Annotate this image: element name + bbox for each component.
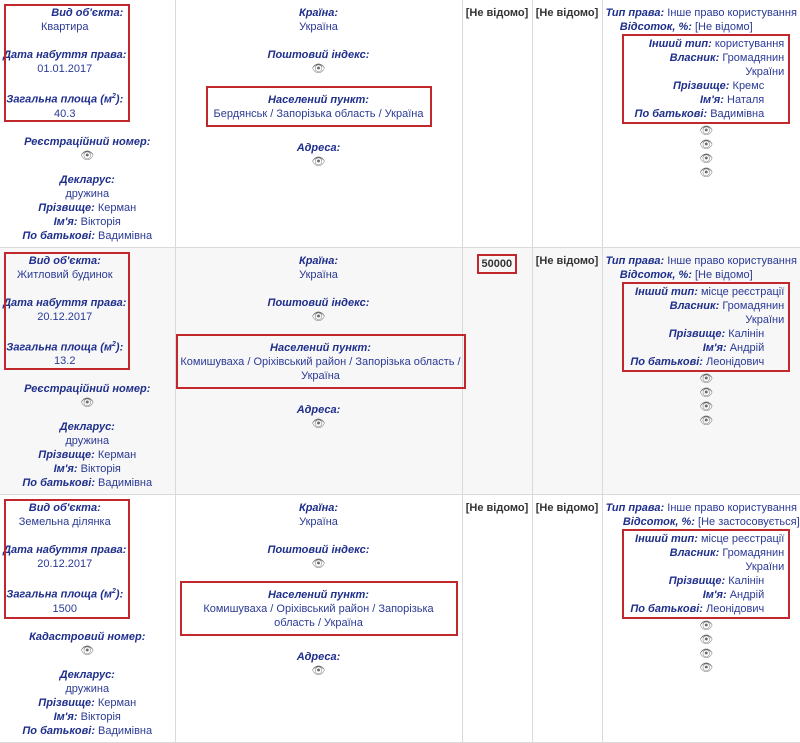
date-value: 01.01.2017 xyxy=(0,62,130,76)
cost-value: [Не відомо] xyxy=(463,495,532,515)
reg-number-label: Реєстраційний номер: xyxy=(0,135,175,149)
object-cell xyxy=(0,495,175,743)
eye-icon[interactable]: 👁 xyxy=(312,664,326,678)
area-value: 13.2 xyxy=(0,354,130,368)
locality-value: Комишуваха / Оріхівський район / Запорізька область / Україна xyxy=(184,602,454,630)
eye-icon[interactable]: 👁 xyxy=(613,138,800,152)
eye-icon[interactable]: 👁 xyxy=(613,372,800,386)
object-cell xyxy=(0,0,175,247)
surname-label: Прізвище: xyxy=(38,202,94,214)
declarant-value: дружина xyxy=(0,187,175,201)
value-cell xyxy=(532,495,602,743)
p-surname-label: Прізвище: xyxy=(669,575,725,587)
rights-cell xyxy=(602,247,800,495)
eye-icon[interactable]: 👁 xyxy=(613,166,800,180)
country-label: Країна: xyxy=(176,501,462,515)
eye-icon[interactable]: 👁 xyxy=(312,557,326,571)
eye-icon[interactable]: 👁 xyxy=(613,414,800,428)
p-surname-value: Калінін xyxy=(728,328,764,340)
surname-label: Прізвище: xyxy=(38,449,94,461)
date-label: Дата набуття права: xyxy=(0,296,130,310)
area-label: Загальна площа $(м^2)$: xyxy=(0,338,130,355)
eye-icon[interactable]: 👁 xyxy=(613,661,800,675)
table-row xyxy=(0,0,800,247)
eye-icon[interactable]: 👁 xyxy=(80,149,94,163)
other-type-value: місце реєстрації xyxy=(701,286,784,298)
eye-icon[interactable]: 👁 xyxy=(613,124,800,138)
other-type-label: Інший тип: xyxy=(649,38,712,50)
value-value: [Не відомо] xyxy=(533,495,602,515)
owner-label: Власник: xyxy=(670,300,720,312)
other-type-label: Інший тип: xyxy=(635,533,698,545)
name-label: Ім'я: xyxy=(54,711,78,723)
highlight-box xyxy=(4,252,130,370)
right-type-label: Тип права: xyxy=(606,502,665,514)
owner-value: Громадянин України xyxy=(722,300,784,326)
patronymic-value: Вадимівна xyxy=(98,725,152,737)
object-cell xyxy=(0,247,175,495)
eye-icon[interactable]: 👁 xyxy=(613,647,800,661)
owner-value: Громадянин України xyxy=(722,52,784,78)
postcode-label: Поштовий індекс: xyxy=(176,296,462,310)
locality-label: Населений пункт: xyxy=(210,93,428,107)
date-value: 20.12.2017 xyxy=(0,310,130,324)
p-name-label: Ім'я: xyxy=(703,589,727,601)
p-name-label: Ім'я: xyxy=(703,342,727,354)
p-patronymic-value: Леонідович xyxy=(706,603,764,615)
postcode-label: Поштовий індекс: xyxy=(176,543,462,557)
address-label: Адреса: xyxy=(176,650,462,664)
area-label: Загальна площа $(м^2)$: xyxy=(0,90,130,107)
locality-label: Населений пункт: xyxy=(180,341,462,355)
object-type-label: Вид об'єкта: xyxy=(0,501,130,515)
p-surname-value: Кремс xyxy=(733,80,765,92)
share-value: [Не застосовується] xyxy=(698,516,800,528)
country-value: Україна xyxy=(176,515,462,529)
eye-icon[interactable]: 👁 xyxy=(613,619,800,633)
highlight-box xyxy=(180,581,458,636)
name-value: Вікторія xyxy=(81,711,121,723)
other-type-value: місце реєстрації xyxy=(701,533,784,545)
cost-value: 50000 xyxy=(477,254,518,274)
country-value: Україна xyxy=(176,20,462,34)
object-type-label: Вид об'єкта: xyxy=(0,6,175,20)
share-label: Відсоток, %: xyxy=(620,21,692,33)
declarant-label: Декларус: xyxy=(0,420,175,434)
eye-icon[interactable]: 👁 xyxy=(613,152,800,166)
surname-label: Прізвище: xyxy=(38,697,94,709)
object-type-label: Вид об'єкта: xyxy=(0,254,130,268)
cadastral-label: Кадастровий номер: xyxy=(0,630,175,644)
eye-icon[interactable]: 👁 xyxy=(80,396,94,410)
table-row xyxy=(0,495,800,743)
p-name-value: Андрій xyxy=(730,342,765,354)
surname-value: Керман xyxy=(98,697,136,709)
share-label: Відсоток, %: xyxy=(623,516,695,528)
right-type-label: Тип права: xyxy=(606,255,665,267)
share-value: [Не відомо] xyxy=(695,21,753,33)
value-cell xyxy=(532,0,602,247)
address-cell xyxy=(175,247,462,495)
date-value: 20.12.2017 xyxy=(0,557,130,571)
cost-value: [Не відомо] xyxy=(463,0,532,20)
surname-value: Керман xyxy=(98,449,136,461)
area-value: 1500 xyxy=(0,602,130,616)
country-label: Країна: xyxy=(176,254,462,268)
other-type-value: користування xyxy=(715,38,784,50)
right-type-label: Тип права: xyxy=(606,7,665,19)
value-value: [Не відомо] xyxy=(533,0,602,20)
eye-icon[interactable]: 👁 xyxy=(312,417,326,431)
value-cell xyxy=(532,247,602,495)
eye-icon[interactable]: 👁 xyxy=(613,633,800,647)
patronymic-value: Вадимівна xyxy=(98,477,152,489)
date-label: Дата набуття права: xyxy=(0,48,130,62)
right-type-value: Інше право користування xyxy=(667,502,797,514)
share-label: Відсоток, %: xyxy=(620,269,692,281)
p-patronymic-label: По батькові: xyxy=(630,603,703,615)
p-patronymic-value: Вадимівна xyxy=(710,108,764,120)
p-surname-value: Калінін xyxy=(728,575,764,587)
p-name-label: Ім'я: xyxy=(700,94,724,106)
country-value: Україна xyxy=(176,268,462,282)
surname-value: Керман xyxy=(98,202,136,214)
declarant-label: Декларус: xyxy=(0,668,175,682)
table-row xyxy=(0,247,800,495)
patronymic-label: По батькові: xyxy=(22,477,95,489)
object-type-value: Житловий будинок xyxy=(0,268,130,282)
eye-icon[interactable]: 👁 xyxy=(80,644,94,658)
address-label: Адреса: xyxy=(176,403,462,417)
p-surname-label: Прізвище: xyxy=(669,328,725,340)
eye-icon[interactable]: 👁 xyxy=(613,400,800,414)
highlight-box xyxy=(176,334,466,389)
value-value: [Не відомо] xyxy=(533,248,602,268)
reg-number-label: Реєстраційний номер: xyxy=(0,382,175,396)
locality-value: Комишуваха / Оріхівський район / Запорізька область / Україна xyxy=(180,355,462,383)
declarant-value: дружина xyxy=(0,682,175,696)
eye-icon[interactable]: 👁 xyxy=(613,386,800,400)
right-type-value: Інше право користування xyxy=(667,7,797,19)
owner-label: Власник: xyxy=(670,547,720,559)
p-name-value: Андрій xyxy=(730,589,765,601)
postcode-label: Поштовий індекс: xyxy=(176,48,462,62)
highlight-box xyxy=(4,499,130,619)
eye-icon[interactable]: 👁 xyxy=(312,155,326,169)
address-cell xyxy=(175,495,462,743)
highlight-box xyxy=(622,34,790,124)
object-type-value: Земельна ділянка xyxy=(0,515,130,529)
patronymic-value: Вадимівна xyxy=(98,230,152,242)
p-patronymic-label: По батькові: xyxy=(630,356,703,368)
p-patronymic-value: Леонідович xyxy=(706,356,764,368)
p-surname-label: Прізвище: xyxy=(673,80,729,92)
cost-cell xyxy=(462,0,532,247)
declarant-label: Декларус: xyxy=(0,173,175,187)
date-label: Дата набуття права: xyxy=(0,543,130,557)
object-type-value: Квартира xyxy=(0,20,130,34)
declarant-value: дружина xyxy=(0,434,175,448)
owner-value: Громадянин України xyxy=(722,547,784,573)
eye-icon[interactable]: 👁 xyxy=(312,62,326,76)
highlight-box xyxy=(622,282,790,372)
address-label: Адреса: xyxy=(176,141,462,155)
patronymic-label: По батькові: xyxy=(22,725,95,737)
locality-label: Населений пункт: xyxy=(184,588,454,602)
right-type-value: Інше право користування xyxy=(667,255,797,267)
rights-cell xyxy=(602,495,800,743)
highlight-box xyxy=(206,86,432,127)
area-value: 40.3 xyxy=(0,107,130,121)
eye-icon[interactable]: 👁 xyxy=(312,310,326,324)
name-label: Ім'я: xyxy=(54,463,78,475)
cost-cell xyxy=(462,247,532,495)
rights-cell xyxy=(602,0,800,247)
p-patronymic-label: По батькові: xyxy=(635,108,708,120)
highlight-box xyxy=(622,529,790,619)
name-label: Ім'я: xyxy=(54,216,78,228)
other-type-label: Інший тип: xyxy=(635,286,698,298)
locality-value: Бердянськ / Запорізька область / Україна xyxy=(210,107,428,121)
patronymic-label: По батькові: xyxy=(22,230,95,242)
p-name-value: Наталя xyxy=(727,94,764,106)
share-value: [Не відомо] xyxy=(695,269,753,281)
address-cell xyxy=(175,0,462,247)
name-value: Вікторія xyxy=(81,216,121,228)
highlight-box xyxy=(4,4,130,122)
owner-label: Власник: xyxy=(670,52,720,64)
area-label: Загальна площа $(м^2)$: xyxy=(0,585,130,602)
name-value: Вікторія xyxy=(81,463,121,475)
cost-cell xyxy=(462,495,532,743)
country-label: Країна: xyxy=(176,6,462,20)
